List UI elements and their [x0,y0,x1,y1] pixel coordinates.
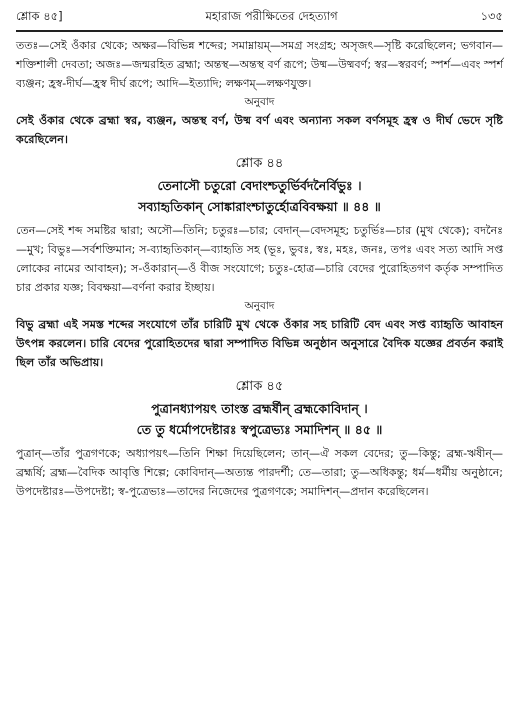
verse-44-line-1: তেনাসৌ চতুরো বেদাংশ্চতুর্ভির্বদনৈর্বিভুঃ । [157,177,362,193]
header-chapter-title: মহারাজ পরীক্ষিতের দেহত্যাগ [205,9,338,23]
synonyms-44: তেন—সেই শব্দ সমষ্টির দ্বারা; অসৌ—তিনি; চতুরঃ—চার; বেদান্—বেদসমূহ; চতুর্ভিঃ—চার (মুখ থেকে); বদনৈঃ—মুখ; বিভুঃ—সর্বশক্তিমান; স-ব্যাহৃতিকান্—ব্যাহৃতি সহ (ভূঃ, ভুবঃ, স্বঃ, মহঃ, জনঃ, তপঃ এবং সত্য আদি সপ্ত লোকের নামের আবাহন); স-ওঁকারান্—ওঁ বীজ সংযোগে; চতুঃ-হোত্র—চারি বেদের পুরোহিতগণ কর্তৃক সম্পাদিত চার প্রকার যজ্ঞ; বিবক্ষয়া—বর্ণনা করার ইচ্ছায়। [16,223,503,294]
verse-45-title: শ্লোক ৪৫ [235,378,284,394]
synonyms-45: পুত্রান্—তাঁর পুত্রগণকে; অধ্যাপয়ৎ—তিনি শিক্ষা দিয়েছিলেন; তান্—ঐ সকল বেদের; তু—কিন্তু; ব্রহ্ম-ঋষীন্—ব্রহ্মর্ষি; ব্রহ্ম—বৈদিক আবৃত্তি শিল্পে; কোবিদান্—অত্যন্ত পারদর্শী; তে—তারা; তু—অধিকন্তু; ধর্ম—ধর্মীয় অনুষ্ঠানে; উপদেষ্টারঃ—উপদেষ্টা; স্ব-পুত্রেভ্যঃ—তাদের নিজেদের পুত্রগণকে; সমাদিশন্—প্রদান করেছিলেন। [16,446,503,498]
verse-44-title: শ্লোক ৪৪ [235,155,284,171]
header-page-number: ১৩৫ [480,9,503,23]
synonyms-43: ততঃ—সেই ওঁকার থেকে; অক্ষর—বিভিন্ন শব্দের; সমাম্নায়ম্—সমগ্র সংগ্রহ; অসৃজৎ—সৃষ্টি করেছিলেন; ভগবান—শক্তিশালী দেবতা; অজঃ—জন্মরহিত ব্রহ্মা; অন্তস্থ—অন্তস্থ বর্ণ রূপে; উষ্ম—উষ্মবর্ণ; স্বর—স্বরবর্ণ; স্পর্শ—এবং স্পর্শ ব্যঞ্জন; হ্রস্ব-দীর্ঘ—হ্রস্ব দীর্ঘ রূপে; আদি—ইত্যাদি; লক্ষণম্—লক্ষণযুক্ত। [16,38,503,90]
verse-45-line-2: তে তু ধর্মোপদেষ্টারঃ স্বপুত্রেভ্যঃ সমাদিশন্ ॥ ৪৫ ॥ [136,421,383,437]
verse-44-line-2: সব্যাহৃতিকান্ সোঙ্কারাংশ্চাতুর্হোত্রবিবক্ষয়া ॥ ৪৪ ॥ [138,198,381,214]
translation-label-43: অনুবাদ [244,95,275,108]
translation-43: সেই ওঁকার থেকে ব্রহ্মা স্বর, ব্যঞ্জন, অন্তস্থ বর্ণ, উষ্ম বর্ণ এবং অন্যান্য সকল বর্ণসমূহ হ্রস্ব ও দীর্ঘ ভেদে সৃষ্টি করেছিলেন। [16,113,503,146]
translation-44: বিভু ব্রহ্মা এই সমস্ত শব্দের সংযোগে তাঁর চারিটি মুখ থেকে ওঁকার সহ চারিটি বেদ এবং সপ্ত ব্যাহৃতি আবাহন উৎপন্ন করলেন। চারি বেদের পুরোহিতদের দ্বারা সম্পাদিত বিভিন্ন অনুষ্ঠান অনুসারে বৈদিক যজ্ঞের প্রবর্তন করাই ছিল তাঁর অভিপ্রায়। [16,317,503,369]
page-header [16,8,503,27]
header-rule [16,30,503,32]
verse-45-line-1: পুত্রানধ্যাপয়ৎ তাংস্ত ব্রহ্মর্ষীন্ ব্রহ্মকোবিদান্ । [151,400,368,416]
translation-label-44: অনুবাদ [244,299,275,312]
header-verse-ref: শ্লোক ৪৫] [16,9,63,23]
